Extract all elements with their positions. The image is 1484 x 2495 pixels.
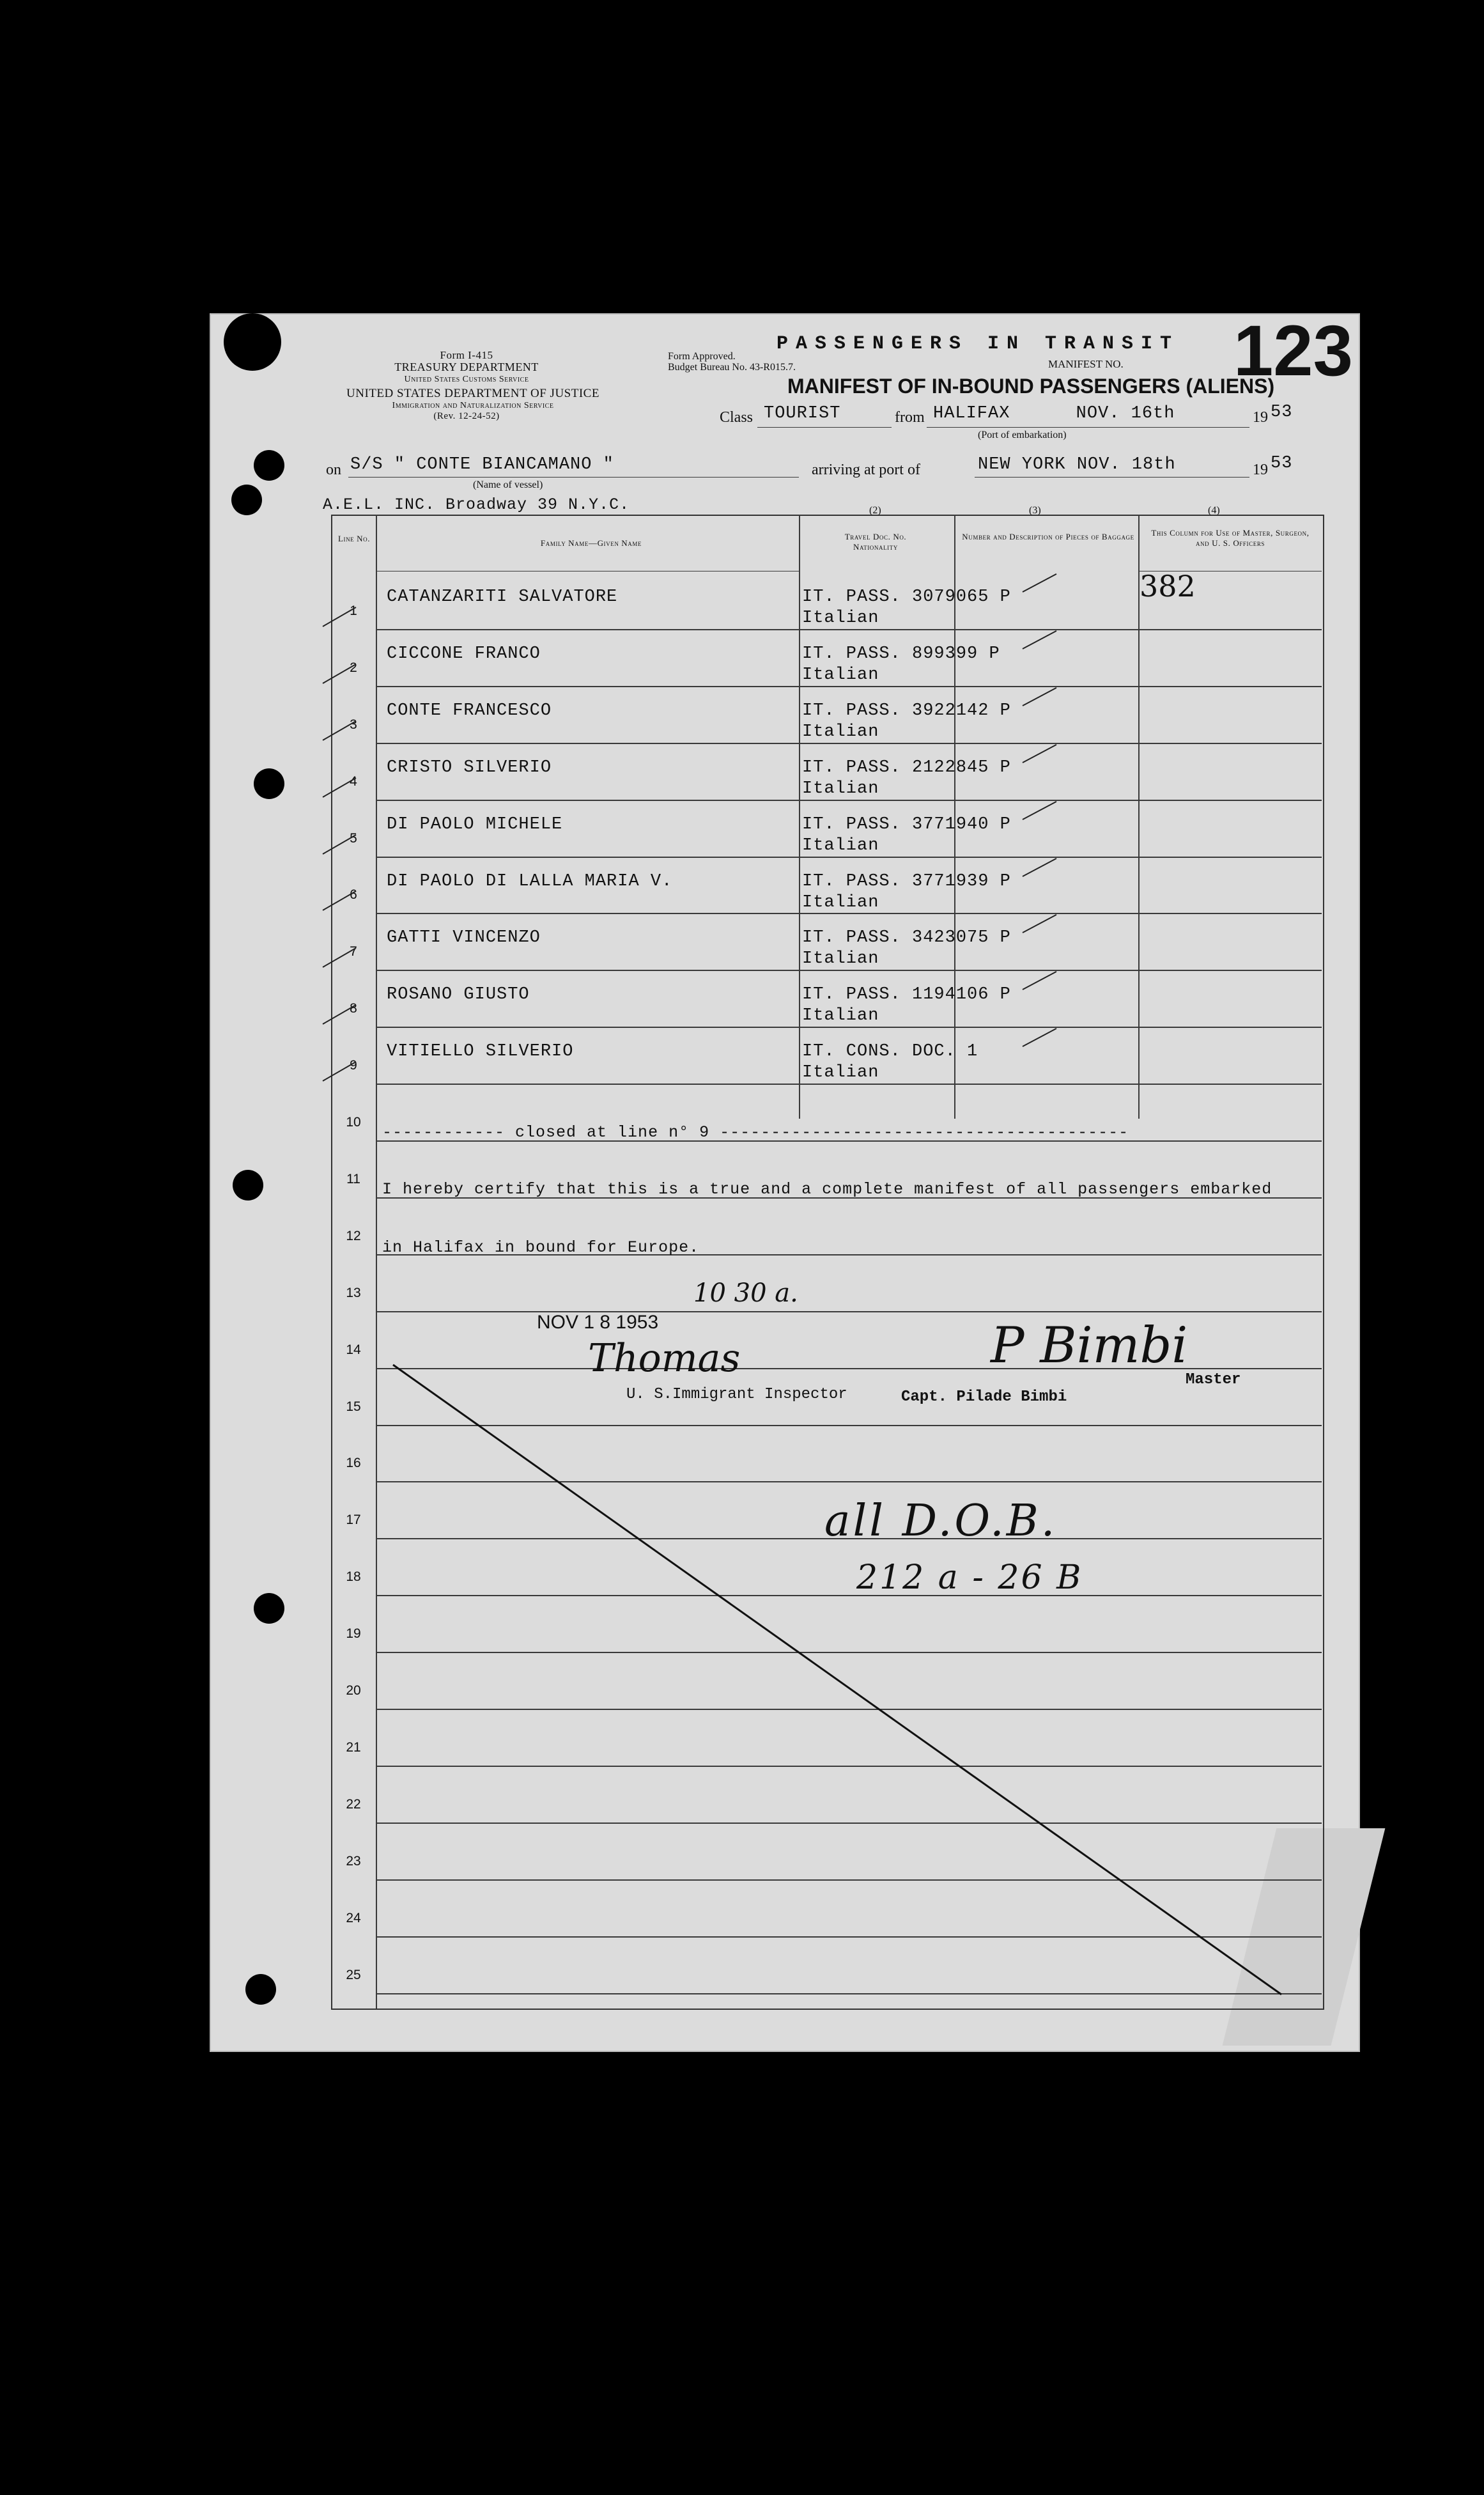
line-number: 21 (346, 1739, 361, 1755)
line-number: 16 (346, 1456, 361, 1471)
nationality: Italian (802, 949, 879, 969)
doc-header: Travel Doc. No. Nationality (844, 532, 907, 552)
closed-line: ------------ closed at line n° 9 ---------------------------------------- (382, 1123, 1129, 1142)
budget-bureau: Budget Bureau No. 43-R015.7. (668, 362, 796, 373)
passenger-name: CATANZARITI SALVATORE (387, 587, 618, 607)
ins-label: Immigration and Naturalization Service (392, 401, 554, 410)
passenger-name: CONTE FRANCESCO (387, 701, 552, 720)
class-value: TOURIST (764, 404, 841, 423)
time-note: 10 30 a. (693, 1279, 798, 1308)
nationality: Italian (802, 836, 879, 855)
manifest-title: MANIFEST OF IN-BOUND PASSENGERS (ALIENS) (787, 375, 1275, 398)
line-number: 8 (350, 1001, 357, 1016)
line-number: 17 (346, 1512, 361, 1528)
passenger-name: VITIELLO SILVERIO (387, 1042, 574, 1062)
name-header: Family Name—Given Name (540, 538, 642, 548)
master-label: Master (1186, 1371, 1241, 1388)
col3-number: (3) (1029, 505, 1041, 516)
line-number: 25 (346, 1967, 361, 1982)
col4-number: (4) (1208, 505, 1220, 516)
passenger-name: CRISTO SILVERIO (387, 758, 552, 777)
line-number: 3 (350, 717, 357, 732)
inspector-caption: U. S.Immigrant Inspector (626, 1386, 847, 1403)
year-suffix-2: 53 (1271, 454, 1293, 473)
date-stamp: NOV 1 8 1953 (537, 1312, 659, 1333)
officers-header: This Column for Use of Master, Surgeon, and U. S. Officers (1151, 528, 1310, 548)
dob-reference: 212 a - 26 B (856, 1558, 1083, 1597)
line-number: 24 (346, 1910, 361, 1925)
transit-stamp: PASSENGERS IN TRANSIT (777, 333, 1180, 355)
treasury-label: TREASURY DEPARTMENT (394, 361, 539, 373)
travel-doc: IT. PASS. 899399 P (802, 644, 1000, 664)
line-number: 11 (346, 1171, 360, 1186)
year-prefix-1: 19 (1253, 409, 1268, 426)
line-number: 5 (350, 830, 357, 846)
travel-doc: IT. PASS. 3079065 P (802, 587, 1011, 607)
travel-doc: IT. PASS. 2122845 P (802, 758, 1011, 777)
nationality: Italian (802, 779, 879, 798)
revision-label: (Rev. 12-24-52) (433, 411, 500, 421)
line-number: 1 (350, 603, 357, 618)
line-number: 12 (346, 1228, 361, 1243)
dob-note: all D.O.B. (824, 1496, 1058, 1546)
passenger-name: CICCONE FRANCO (387, 644, 541, 664)
passenger-name: GATTI VINCENZO (387, 928, 541, 948)
line-number: 23 (346, 1853, 361, 1869)
nationality: Italian (802, 722, 879, 742)
on-label: on (326, 462, 341, 478)
travel-doc: IT. PASS. 1194106 P (802, 985, 1011, 1005)
line-number: 9 (350, 1058, 357, 1073)
certify-line-2: in Halifax in bound for Europe. (382, 1238, 700, 1257)
line-number: 19 (346, 1626, 361, 1642)
line-number: 13 (346, 1285, 361, 1300)
manifest-number: 123 (1233, 311, 1353, 391)
agent-line: A.E.L. INC. Broadway 39 N.Y.C. (323, 495, 630, 514)
port-caption: (Port of embarkation) (978, 430, 1067, 440)
arriving-value: NEW YORK NOV. 18th (978, 455, 1176, 474)
officer-note: 382 (1140, 569, 1196, 603)
inspector-signature: Thomas (588, 1336, 741, 1381)
nationality: Italian (802, 1063, 879, 1083)
nationality: Italian (802, 665, 879, 685)
line-number: 6 (350, 887, 357, 903)
line-no-header: Line No. (337, 534, 371, 543)
manifest-no-label: MANIFEST NO. (1048, 358, 1124, 370)
year-suffix-1: 53 (1271, 403, 1293, 422)
line-number: 7 (350, 944, 357, 960)
nationality: Italian (802, 609, 879, 628)
col2-number: (2) (869, 505, 881, 516)
from-value: HALIFAX NOV. 16th (933, 404, 1175, 423)
class-label: Class (720, 409, 754, 426)
line-number: 14 (346, 1342, 361, 1357)
nationality: Italian (802, 892, 879, 912)
customs-label: United States Customs Service (404, 375, 529, 384)
certify-line-1: I hereby certify that this is a true and a complete manifest of all passengers embarked (382, 1180, 1272, 1199)
passenger-name: DI PAOLO DI LALLA MARIA V. (387, 871, 673, 891)
line-number: 20 (346, 1683, 361, 1698)
vessel-caption: (Name of vessel) (473, 479, 543, 490)
year-prefix-2: 19 (1253, 462, 1268, 478)
justice-label: UNITED STATES DEPARTMENT OF JUSTICE (346, 387, 599, 400)
travel-doc: IT. PASS. 3771940 P (802, 814, 1011, 834)
travel-doc: IT. CONS. DOC. 1 (802, 1042, 978, 1062)
travel-doc: IT. PASS. 3771939 P (802, 871, 1011, 891)
arriving-label: arriving at port of (812, 462, 920, 478)
travel-doc: IT. PASS. 3922142 P (802, 701, 1011, 720)
from-label: from (895, 409, 925, 426)
line-number: 18 (346, 1569, 361, 1585)
line-number: 22 (346, 1796, 361, 1812)
passenger-name: ROSANO GIUSTO (387, 985, 530, 1005)
master-caption: Capt. Pilade Bimbi (901, 1388, 1067, 1406)
form-approved: Form Approved. (668, 351, 736, 362)
baggage-header: Number and Description of Pieces of Baggage (962, 532, 1134, 541)
passenger-name: DI PAOLO MICHELE (387, 814, 563, 834)
travel-doc: IT. PASS. 3423075 P (802, 928, 1011, 948)
line-number: 15 (346, 1399, 361, 1414)
master-signature: P Bimbi (991, 1317, 1188, 1374)
line-number: 4 (350, 773, 357, 789)
vessel-name: S/S " CONTE BIANCAMANO " (350, 455, 614, 474)
nationality: Italian (802, 1006, 879, 1026)
form-number: Form I-415 (440, 349, 493, 361)
line-number: 2 (350, 660, 357, 675)
line-number: 10 (346, 1115, 361, 1130)
